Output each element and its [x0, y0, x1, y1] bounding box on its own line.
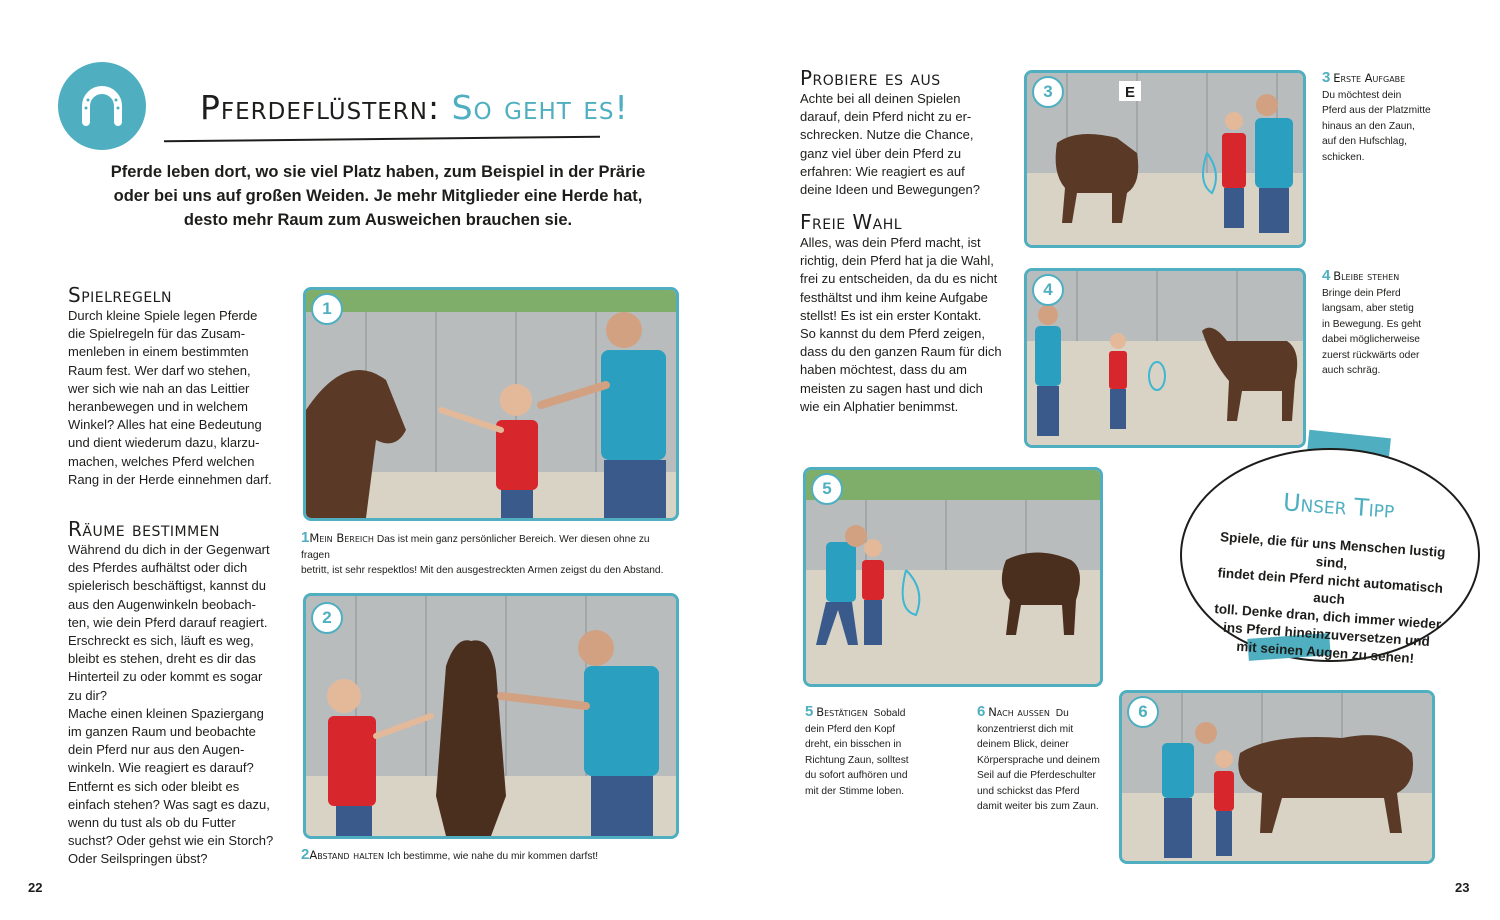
horseshoe-icon: [72, 76, 132, 136]
photo-3: [1024, 70, 1306, 248]
heading-spielregeln: Spielregeln: [68, 283, 172, 307]
tip-title: Unser Tipp: [1282, 488, 1396, 524]
page-title: [200, 88, 629, 127]
caption-2: 2Abstand halten Ich bestimme, wie nahe du mir kommen darfst!: [301, 846, 599, 863]
title-underline: [164, 136, 600, 143]
caption-3: 3 Erste Aufgabe Du möchtest dein Pferd aus der Platzmitte hinaus an den Zaun, auf den Hufschlag, schicken.: [1322, 69, 1431, 163]
caption-4: 4 Bleibe stehen Bringe dein Pferd langsam, aber stetig in Bewegung. Es geht dabei möglicherweise zuerst rückwärts oder auch schräg.: [1322, 267, 1422, 376]
text-raeume-bestimmen: Während du dich in der Gegenwart des Pferdes aufhältst oder dich spielerisch beschäftigst, kannst du aus den Augenwinkeln beobach- ten, wie dein Pferd darauf reagiert. Erschreckt es sich, läuft es weg, bleibt es stehen, dreht es dir das Hinterteil zu oder kommt es sogar zu dir? Mache einen kleinen Spaziergang im ganzen Raum und beobachte dein Pferd nur aus den Augen- winkeln. Wie reagiert es darauf? Entfernt es sich oder bleibt es einfach stehen? Was sagt es dazu, wenn du tust als ob du Futter suchst? Oder gehst wie ein Storch? Oder Seilspringen übst?: [68, 542, 274, 867]
heading-raeume-bestimmen: Räume bestimmen: [68, 517, 220, 541]
title-plain: Pferdeflüstern:: [200, 88, 441, 127]
photo-6-number: 6: [1127, 696, 1159, 728]
caption-5: 5 Bestätigen Sobald dein Pferd den Kopf dreht, ein bisschen in Richtung Zaun, solltest du sofort aufhören und mit der Stimme loben.: [805, 703, 909, 797]
heading-probiere-es-aus: Probiere es aus: [800, 66, 941, 90]
title-accent: So geht es!: [451, 88, 629, 127]
page-number-right: 23: [1455, 880, 1470, 895]
photo-5: [803, 467, 1103, 687]
heading-freie-wahl: Freie Wahl: [800, 210, 903, 234]
photo-2-number: 2: [311, 602, 343, 634]
photo-3-number: 3: [1032, 76, 1064, 108]
lead-paragraph: Pferde leben dort, wo sie viel Platz haben, zum Beispiel in der Prärie oder bei uns auf großen Weiden. Je mehr Mitglieder eine Herde hat, desto mehr Raum zum Ausweichen brauchen sie.: [110, 163, 646, 229]
photo-4-number: 4: [1032, 274, 1064, 306]
photo-1-number: 1: [311, 293, 343, 325]
arena-sign-letter: E: [1124, 84, 1136, 101]
caption-1: 1Mein Bereich Das ist mein ganz persönlicher Bereich. Wer diesen ohne zu fragen betritt, ist sehr respektlos! Mit den ausgestreckten Armen zeigst du den Abstand.: [301, 529, 664, 576]
photo-6: [1119, 690, 1435, 864]
horseshoe-badge: [58, 62, 146, 150]
text-spielregeln: Durch kleine Spiele legen Pferde die Spielregeln für das Zusam- menleben in einem bestimmten Raum fest. Wer darf wo stehen, wer sich wie nah an das Leittier heranbewegen und in welchem Winkel? Alles hat eine Bedeutung und dient wiederum dazu, klarzu- machen, welches Pferd welchen Rang in der Herde einnehmen darf.: [68, 308, 272, 487]
photo-1: [303, 287, 679, 521]
photo-5-number: 5: [811, 473, 843, 505]
caption-6: 6 Nach außen Du konzentrierst dich mit deinem Blick, deiner Körpersprache und deinem Seil auf die Pferdeschulter und schickst das Pferd damit weiter bis zum Zaun.: [977, 703, 1100, 812]
photo-2: [303, 593, 679, 839]
tip-text: Spiele, die für uns Menschen lustig sind, findet dein Pferd nicht automatisch auch toll. Denke dran, dich immer wieder ins Pferd hineinzuversetzen und mit seinen Augen zu sehen!: [1213, 529, 1446, 667]
page-number-left: 22: [28, 880, 43, 895]
photo-4: [1024, 268, 1306, 448]
text-freie-wahl: Alles, was dein Pferd macht, ist richtig, dein Pferd hat ja die Wahl, frei zu entscheiden, da du es nicht festhältst und ihm keine Aufgabe stellst! Es ist ein erster Kontakt. So kannst du dem Pferd zeigen, dass du den ganzen Raum für dich haben möchtest, dass du am meisten zu sagen hast und dich wie ein Alphatier benimmst.: [800, 235, 1002, 414]
text-probiere-es-aus: Achte bei all deinen Spielen darauf, dein Pferd nicht zu er- schrecken. Nutze die Chance, ganz viel über dein Pferd zu erfahren: Wie reagiert es auf deine Ideen und Bewegungen?: [800, 91, 980, 198]
